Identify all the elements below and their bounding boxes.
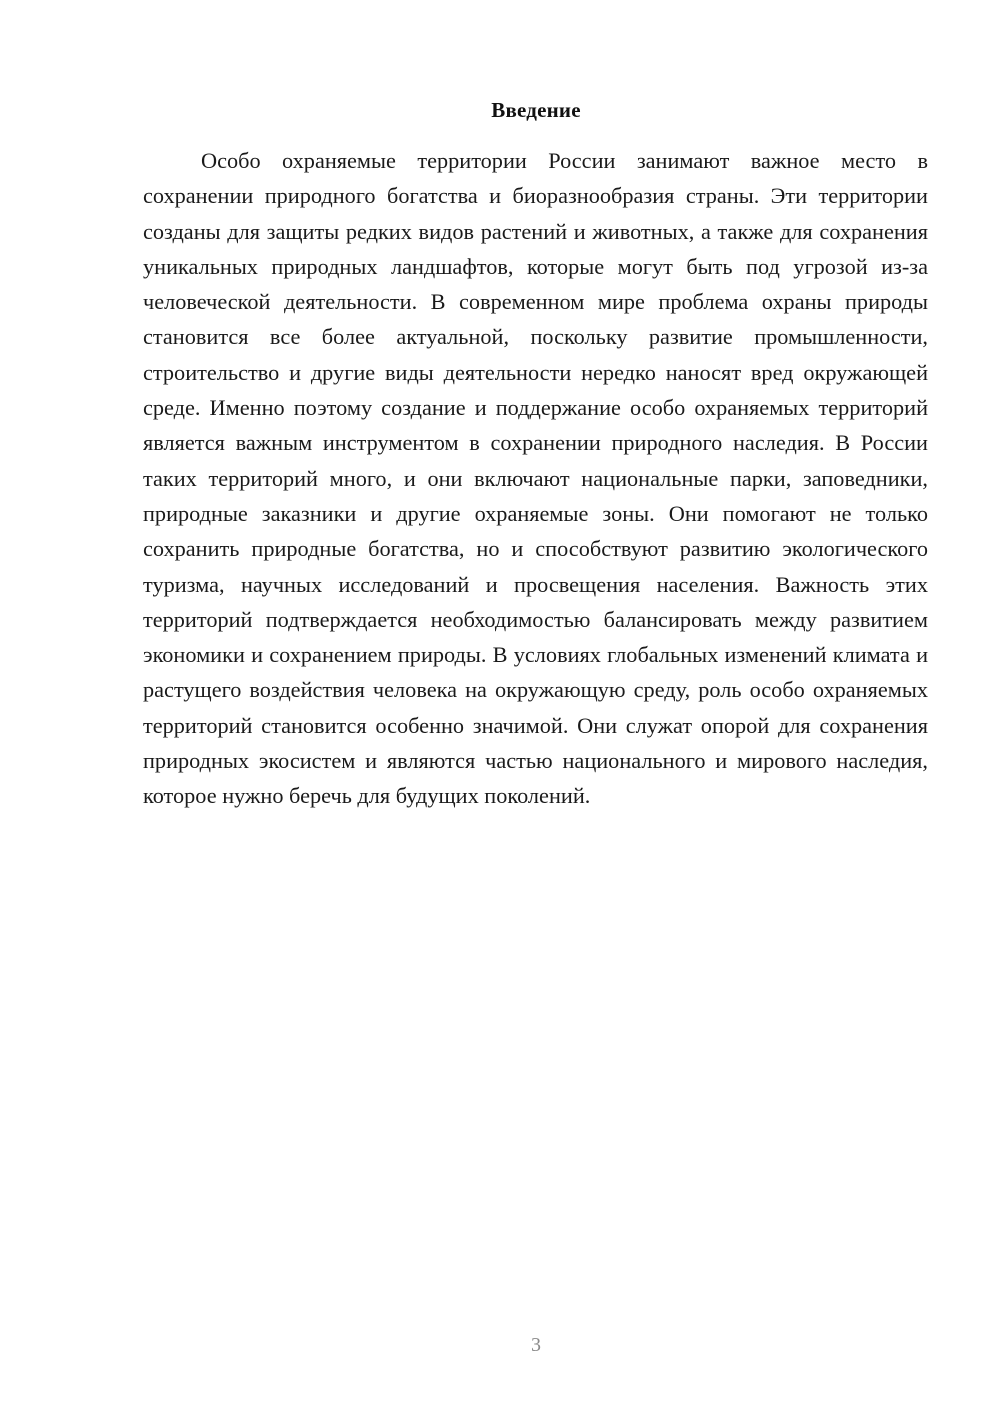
page-number: 3 [531,1334,541,1356]
section-title: Введение [491,98,581,122]
body-paragraph: Особо охраняемые территории России занимают важное место в сохранении природного богатства и биоразнообразия страны. Эти территории созданы для защиты редких видов растений и животных, а также для сохранения уникальных природных ландшафтов, которые могут быть под угрозой из-за человеческой деятельности. В современном мире проблема охраны природы становится все более актуальной, поскольку развитие промышленности, строительство и другие виды деятельности нередко наносят вред окружающей среде. Именно поэтому создание и поддержание особо охраняемых территорий является важным инструментом в сохранении природного наследия. В России таких территорий много, и они включают национальные парки, заповедники, природные заказники и другие охраняемые зоны. Они помогают не только сохранить природные богатства, но и способствуют развитию экологического туризма, научных исследований и просвещения населения. Важность этих территорий подтверждается необходимостью балансировать между развитием экономики и сохранением природы. В условиях глобальных изменений климата и растущего воздействия человека на окружающую среду, роль особо охраняемых территорий становится особенно значимой. Они служат опорой для сохранения природных экосистем и являются частью национального и мирового наследия, которое нужно беречь для будущих поколений. [143,148,928,809]
